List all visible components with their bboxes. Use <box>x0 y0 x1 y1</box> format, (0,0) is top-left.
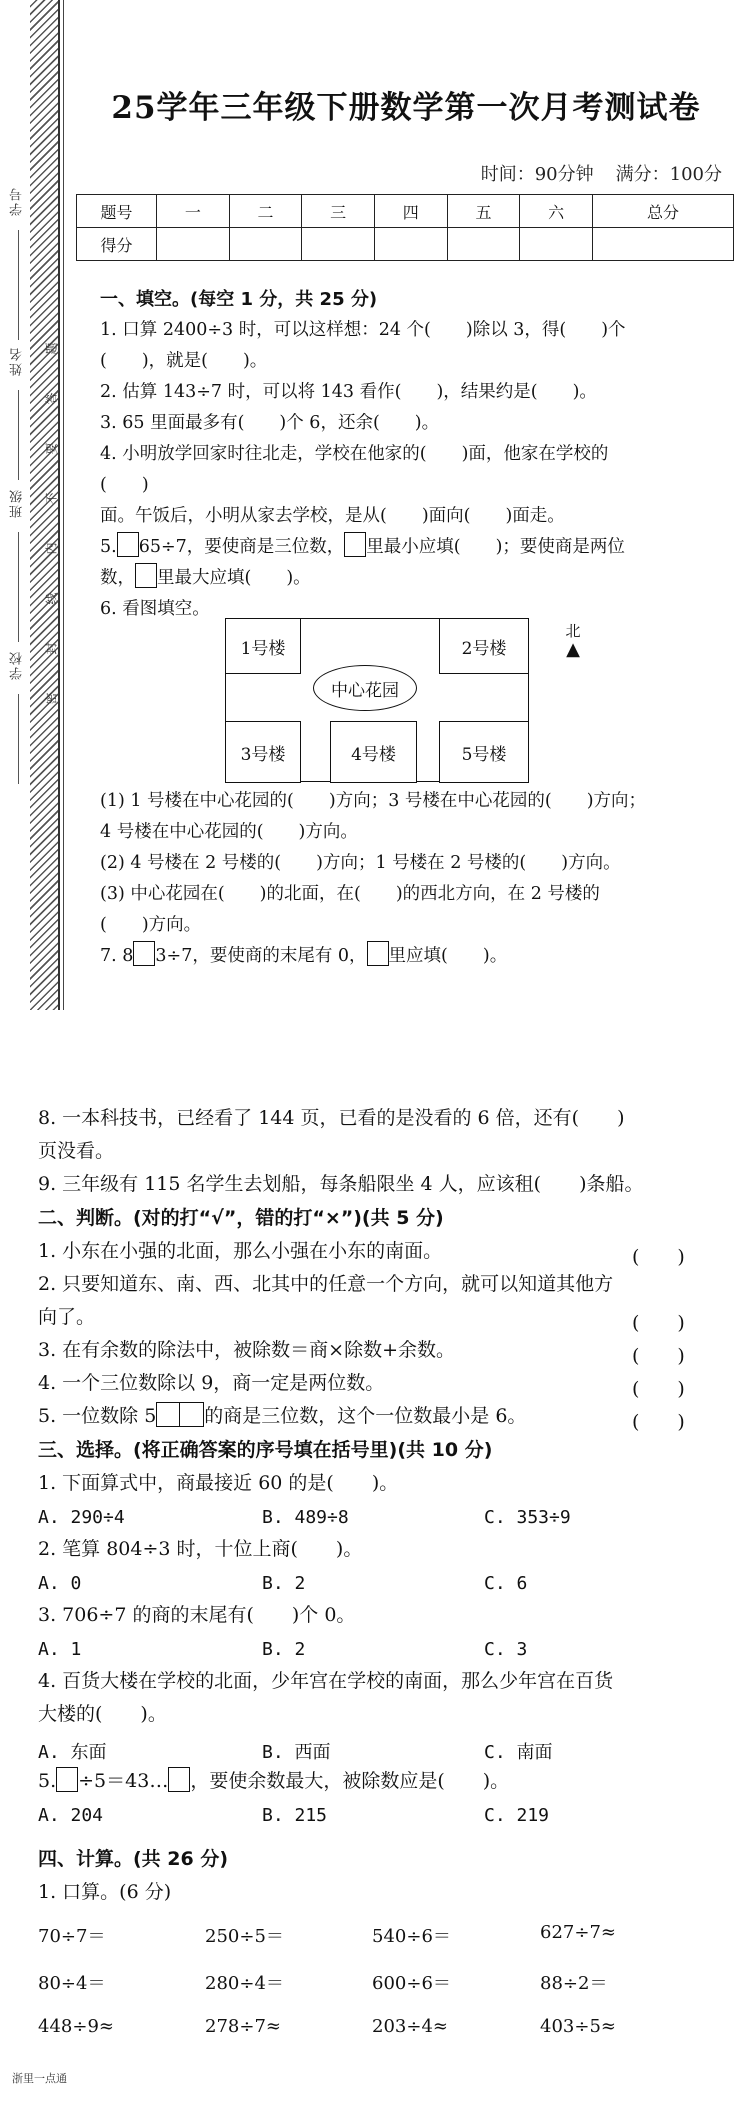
choice-question-3: 3. 706÷7 的商的末尾有( )个 0。 <box>38 1604 356 1626</box>
score-table <box>76 194 734 261</box>
judge-item: 1. 小东在小强的北面，那么小强在小东的南面。 <box>38 1240 443 1262</box>
seal-char: 答 <box>44 392 59 405</box>
choice-question-4-line-1: 4. 百货大楼在学校的北面，少年宫在学校的南面，那么少年宫在百货 <box>38 1670 614 1692</box>
exam-page-1 <box>0 0 744 1020</box>
margin-class-line <box>18 532 19 642</box>
question-9: 9. 三年级有 115 名学生去划船，每条船限坐 4 人，应该租( )条船。 <box>38 1173 644 1195</box>
question-line: (2) 4 号楼在 2 号楼的( )方向；1 号楼在 2 号楼的( )方向。 <box>100 853 621 873</box>
choice-option[interactable]: B. 2 <box>262 1639 306 1660</box>
score-header-cell: 六 <box>520 195 593 228</box>
north-arrow-icon: ▲ <box>566 639 580 660</box>
seal-char: 封 <box>44 642 59 655</box>
seal-char: 线 <box>44 592 59 605</box>
cq5-text-a: ÷5＝43… <box>78 1770 169 1792</box>
central-garden: 中心花园 <box>313 665 417 711</box>
margin-name-line <box>18 390 19 480</box>
choice-option[interactable]: B. 215 <box>262 1805 328 1826</box>
choice-question-1: 1. 下面算式中，商最接近 60 的是( )。 <box>38 1472 399 1494</box>
calc-item: 203÷4≈ <box>372 2016 448 2037</box>
choice-option[interactable]: B. 489÷8 <box>262 1507 349 1528</box>
q5-number: 5. <box>100 537 117 557</box>
seal-line-text <box>44 340 58 707</box>
choice-option[interactable]: B. 2 <box>262 1573 306 1594</box>
judge-item: 向了。 <box>38 1306 96 1328</box>
answer-box[interactable] <box>133 941 155 966</box>
score-input-cell[interactable] <box>229 228 302 261</box>
question-line: ( )，就是( )。 <box>100 351 268 371</box>
choice-question-4-line-2: 大楼的( )。 <box>38 1703 167 1725</box>
calc-item: 448÷9≈ <box>38 2016 114 2037</box>
question-7 <box>100 941 646 972</box>
calc-item: 280÷4＝ <box>205 1973 284 1994</box>
score-header-cell: 三 <box>302 195 375 228</box>
building-4: 4号楼 <box>330 721 417 783</box>
question-line: 2. 估算 143÷7 时，可以将 143 看作( )，结果约是( )。 <box>100 382 597 402</box>
choice-option[interactable]: A. 0 <box>38 1573 82 1594</box>
question-line: (3) 中心花园在( )的北面，在( )的西北方向，在 2 号楼的 <box>100 884 600 904</box>
score-input-cell[interactable] <box>447 228 520 261</box>
margin-school-line <box>18 694 19 784</box>
q7-text-c: 里应填( )。 <box>388 946 508 966</box>
q5-text-d: 里最大应填( )。 <box>157 568 311 588</box>
seal-char: 要 <box>44 442 59 455</box>
calc-item: 250÷5＝ <box>205 1926 284 1947</box>
question-5-line-2 <box>100 563 626 594</box>
margin-student-id-label: 学号 <box>10 186 25 216</box>
q5-text-a: 65÷7，要使商是三位数， <box>138 537 345 557</box>
exam-time: 时间：90分钟 <box>480 164 594 185</box>
question-line: ( )方向。 <box>100 915 202 935</box>
exam-full-score: 满分：100分 <box>615 164 722 185</box>
choice-option[interactable]: C. 353÷9 <box>484 1507 571 1528</box>
judge5-text-b: 的商是三位数，这个一位数最小是 6。 <box>204 1405 527 1427</box>
question-5-line-1 <box>100 532 626 563</box>
score-header-cell: 二 <box>229 195 302 228</box>
choice-question-5 <box>38 1765 509 1798</box>
seal-char: 不 <box>44 492 59 505</box>
score-table-score-row <box>77 228 734 261</box>
q5-text-b: 里最小应填( )；要使商是两位 <box>366 537 625 557</box>
binding-line <box>63 0 64 1010</box>
building-2: 2号楼 <box>439 618 529 674</box>
choice-option[interactable]: A. 290÷4 <box>38 1507 125 1528</box>
choice-option[interactable]: C. 南面 <box>484 1742 553 1763</box>
section-1-heading: 一、填空。(每空 1 分，共 25 分) <box>100 289 378 310</box>
score-header-cell: 一 <box>157 195 230 228</box>
choice-option[interactable]: A. 204 <box>38 1805 104 1826</box>
answer-box[interactable] <box>56 1767 78 1792</box>
question-line: 4 号楼在中心花园的( )方向。 <box>100 822 358 842</box>
question-6-label: 6. 看图填空。 <box>100 599 210 619</box>
north-indicator <box>560 620 586 659</box>
section-3-heading: 三、选择。(将正确答案的序号填在括号里)(共 10 分) <box>38 1439 493 1461</box>
answer-box[interactable] <box>117 532 139 557</box>
exam-meta <box>481 160 722 186</box>
score-header-cell: 四 <box>374 195 447 228</box>
cq5-number: 5. <box>38 1770 57 1792</box>
section-4-heading: 四、计算。(共 26 分) <box>38 1848 229 1870</box>
building-5: 5号楼 <box>439 721 529 783</box>
margin-name-label: 姓名 <box>10 346 25 376</box>
question-8-line-2: 页没看。 <box>38 1140 115 1162</box>
footer-watermark: 浙里一点通 <box>12 2072 67 2085</box>
judge-item: 2. 只要知道东、南、西、北其中的任意一个方向，就可以知道其他方 <box>38 1273 614 1295</box>
answer-box[interactable] <box>367 941 389 966</box>
margin-student-id-line <box>18 230 19 340</box>
calc-item: 627÷7≈ <box>540 1922 616 1943</box>
q5-text-c: 数， <box>100 568 135 588</box>
calc-item: 403÷5≈ <box>540 2016 616 2037</box>
seal-char: 密 <box>44 692 59 705</box>
score-row-label: 得分 <box>77 228 157 261</box>
score-input-cell[interactable] <box>592 228 733 261</box>
score-header-cell: 总分 <box>592 195 733 228</box>
question-8-line-1: 8. 一本科技书，已经看了 144 页，已看的是没看的 6 倍，还有( ) <box>38 1107 625 1129</box>
judge-answer-paren[interactable]: ( ) <box>632 1246 685 1268</box>
judge-answer-paren[interactable]: ( ) <box>632 1312 685 1334</box>
exam-title: 25学年三年级下册数学第一次月考测试卷 <box>111 90 701 126</box>
question-line: (1) 1 号楼在中心花园的( )方向；3 号楼在中心花园的( )方向； <box>100 791 647 811</box>
question-6-answers <box>100 786 646 972</box>
question-line: 3. 65 里面最多有( )个 6，还余( )。 <box>100 413 440 433</box>
answer-box[interactable] <box>344 532 366 557</box>
judge-answer-paren[interactable]: ( ) <box>632 1378 685 1400</box>
calc-item: 278÷7≈ <box>205 2016 281 2037</box>
calc-subheading: 1. 口算。(6 分) <box>38 1881 172 1903</box>
choice-option[interactable]: A. 1 <box>38 1639 82 1660</box>
building-3: 3号楼 <box>225 721 301 783</box>
judge-answer-paren[interactable]: ( ) <box>632 1411 685 1433</box>
calc-item: 88÷2＝ <box>540 1973 608 1994</box>
q7-text-b: 3÷7，要使商的末尾有 0， <box>155 946 367 966</box>
choice-option[interactable]: C. 219 <box>484 1805 550 1826</box>
margin-class-label: 班级 <box>10 488 25 518</box>
margin-school-label: 学校 <box>10 650 25 680</box>
question-line: 1. 口算 2400÷3 时，可以这样想：24 个( )除以 3，得( )个 <box>100 320 626 340</box>
seal-char: 题 <box>44 342 59 355</box>
score-header-cell: 题号 <box>77 195 157 228</box>
choice-option[interactable]: C. 6 <box>484 1573 528 1594</box>
calc-item: 600÷6＝ <box>372 1973 451 1994</box>
score-input-cell[interactable] <box>520 228 593 261</box>
seal-char: 内 <box>44 542 59 555</box>
choice-option[interactable]: A. 东面 <box>38 1742 107 1763</box>
north-label: 北 <box>565 622 581 640</box>
choice-option[interactable]: C. 3 <box>484 1639 528 1660</box>
judge-answer-paren[interactable]: ( ) <box>632 1345 685 1367</box>
judge5-text-a: 5. 一位数除 5 <box>38 1405 157 1427</box>
calc-item: 540÷6＝ <box>372 1926 451 1947</box>
section-2-heading: 二、判断。(对的打“√”，错的打“×”)(共 5 分) <box>38 1207 444 1229</box>
question-line: 4. 小明放学回家时往北走，学校在他家的( )面，他家在学校的 <box>100 444 609 464</box>
judge-item: 3. 在有余数的除法中，被除数＝商×除数+余数。 <box>38 1339 456 1361</box>
calc-item: 70÷7＝ <box>38 1926 106 1947</box>
question-line: 面。午饭后，小明从家去学校，是从( )面向( )面走。 <box>100 506 565 526</box>
question-line: ( ) <box>100 475 149 495</box>
cq5-text-b: ，要使余数最大，被除数应是( )。 <box>190 1770 510 1792</box>
score-input-cell[interactable] <box>374 228 447 261</box>
score-input-cell[interactable] <box>157 228 230 261</box>
building-1: 1号楼 <box>225 618 301 674</box>
score-header-cell: 五 <box>447 195 520 228</box>
score-input-cell[interactable] <box>302 228 375 261</box>
section-1 <box>100 284 626 625</box>
answer-box[interactable] <box>135 563 157 588</box>
score-table-header-row <box>77 195 734 228</box>
choice-question-2: 2. 笔算 804÷3 时，十位上商( )。 <box>38 1538 363 1560</box>
campus-map <box>225 618 529 782</box>
judge-item-5 <box>38 1400 526 1433</box>
choice-option[interactable]: B. 西面 <box>262 1742 331 1763</box>
calc-item: 80÷4＝ <box>38 1973 106 1994</box>
answer-box[interactable] <box>168 1767 190 1792</box>
q7-text-a: 7. 8 <box>100 946 134 966</box>
answer-box[interactable] <box>156 1402 180 1427</box>
answer-box[interactable] <box>180 1402 204 1427</box>
judge-item: 4. 一个三位数除以 9，商一定是两位数。 <box>38 1372 385 1394</box>
